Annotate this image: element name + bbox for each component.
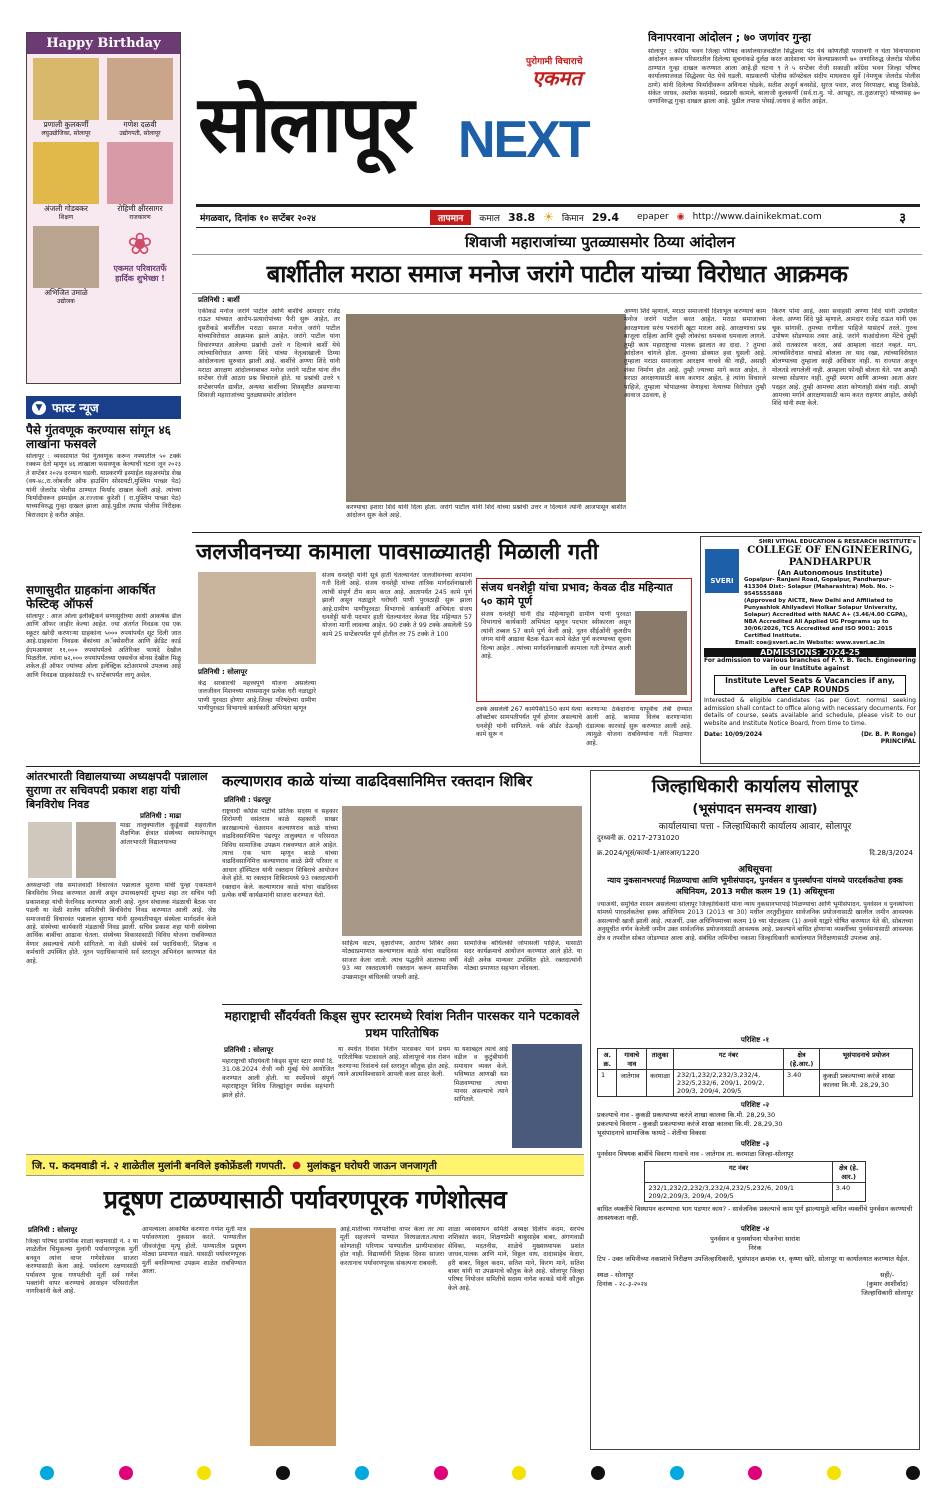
birthday-person: अभिजित उमाळे उद्योजक [33, 226, 99, 306]
person-photo [33, 58, 99, 120]
story1-dateline: प्रतिनिधी : बार्शी [198, 296, 240, 304]
birthday-wish: ❀ एकमत परिवारतर्फे हार्दिक शुभेच्छा ! [107, 226, 173, 306]
story1-col1: एकीकडे मनोज जरांगे पाटील आणि बार्शीचे आमदार राजेंद्र राऊत यांच्यात आरोप-प्रत्यारोपांच्या फैरी सुरू आहेत, तर दुसरीकडे बार्शीतील मराठा समाज मनोज जरांगे पाटील यांच्याविरोधात आक्रमक झाले आहेत. जरांगे पाटील यांना विचारण्यात आलेल्या प्रश्नांची उत्तरे न दिल्याने बार्शी येथे त्यांच्याविरोधात अण्णा शिंदे यांच्या नेतृत्वाखाली ठिय्या आंदोलनाला सुरुवात झाली आहे. बार्शीचे अण्णा शिंदे यांनी मराठा आरक्षण आंदोलनाबाबत मनोज जरांगे पाटील यांना तीन सप्टेंबर रोजी आठरा प्रश्न विचारले होते. या प्रश्नांची उत्तरे ९ सप्टेंबरपर्यंत द्यावीत, अन्यथा बार्शीच्या शिवसृष्टीत असणाऱ्या शिवाजी महाराजांच्या पुतळ्यासमोर आंदोलन [198, 308, 340, 400]
person-photo [33, 142, 99, 204]
date-bar: मंगळवार, दिनांक १० सप्टेंबर २०२४ तापमान कमाल 38.8 ☀ किमान 29.4 epaper ◉ http://www.dainikekmat.com ३ [196, 204, 920, 228]
story1-photo [346, 314, 626, 502]
story6-col3: आहे.मातीच्या गणपतीचा वापर केला तर त्या मूर्ती सहजपणे पाण्यात विरघळतात.त्याचा कोणताही परिणाम पाण्यातील प्राणीमात्रांवर होत नाही. विद्यार्थ्यांनी शिक्षक दिवस साजरा करतानाच पर्यावरणपूरक संकल्पना राबवली. [340, 1226, 444, 1267]
story3-intro: माढा तालुक्यातील कुर्डूवाडी शहरातील शैक्षणिक क्षेत्रात संस्थेच्या स्थापनेपासून आंतरभारती विद्यालयाच्या [120, 822, 216, 846]
story5-photo [512, 1044, 582, 1148]
story5-headline: महाराष्ट्राची सौंदर्यवती किड्स सुपर स्टारमध्ये रिवांश नितीन पारसकर याने पटकावले प्रथम पारितोषिक [224, 1009, 580, 1040]
story1-caption: करण्याचा इशारा शिंदे यांनी दिला होता. जरांगे पाटील यांनी शिंदे यांच्या प्रश्नांची उत्तर न दिल्याने त्यांनी आजपासून बार्शीत आंदोलन सुरू केले आहे. [346, 504, 626, 520]
story4-col1: राष्ट्रवादी कॉंग्रेस पार्टीचे प्रांतिक सदस्य व सहकार शिरोमणी वसंतराव काळे सहकारी साखर कारखान्याचे चेअरमन कल्याणराव काळे यांच्या वाढदिवसानिमित्त पंढरपूर तालुक्यात व परिसरात विविध सामाजिक उपक्रम राबवण्यात आले आहेत. त्याच एक भाग म्हणून काळे यांच्या वाढदिवसानिमित्त कल्याणराव काळे प्रेमी परिवार व आधार हॉस्पिटल यांनी रक्तदान शिबिराचे आयोजन केले होते. या रक्तदान शिबिरामध्ये 93 रक्तदात्यांनी रक्तदान केले. कल्याणराव काळे यांचा वाढदिवस प्रत्येक वर्षी कार्यक्रमांनी साजरा करण्यात येतो. [222, 808, 338, 900]
story1-col3: अण्णा शिंदे म्हणाले, मराठा समाजाची दिशाभूल करण्याचे काम मनोज जरांगे पाटील करत आहेत. मराठा समाजाच्या आरक्षणाला सरंच पचरांनी खूटा मारला आहे. आरक्षणाचा प्रश्न बाजूला राहिला आणि तुम्ही लोकांचा धमकवा धमवाला लागले. तुम्ही काय महाराष्ट्राचा मालक झालात का दादा. ? तुमचा आंदोलन चांगले होता. तुमच्या डोक्यात हवा घुसली आहे. तुम्हाला मराठा समाजाला आरक्षण नाचवे की नाही, असाही शंका निर्माण होत आहे. तुम्ही ज्याच्या मागे करत आहेत, ते मराठा आरक्षणासाठी काय करणार आहेत, हे त्यांना विचारले पाहिजे, तुम्हाला भोपाळच्या वेणाहचा नेत्याच्या विरोधात तुम्ही आवाज उठवला, हे [624, 308, 766, 400]
sveri-logo: SVERI [705, 549, 739, 593]
story2-col1: केंद्र सरकारची महत्त्वपूर्ण योजना असलेल्या जलजीवन मिशनच्या माध्यमातून प्रत्येक घरी नळाद्वारे पाणी पुरवठा होणार आहे.जिल्हा परिषदेच्या ग्रामीण पाणीपुरवठा विभागाचे कार्यकारी अभियंता म्हणून [198, 680, 316, 713]
story6-col1: जिल्हा परिषद प्राथमिक शाळा कदमवाडी नं. २ या शाळेतील चिमुकल्या मुलांनी पर्यावरणपूरक मुर्ती बनवून त्यांना वापर गणेशोत्सव साजरा करण्यासाठी केला आहे. पर्यावरण रक्षणासाठी पर्यावरण पूरक गणपतीची मूर्ती सर्व गणेश भक्तांनी वापर करण्याचे आवाहन परिसरांतील नागरिकांनी केले आहे. [26, 1238, 138, 1296]
official-photo [635, 611, 687, 695]
person-photo [107, 58, 173, 120]
lokmat-logo: एकमत [532, 66, 582, 90]
story1-col4: किरण पोमा आहे, असा सवाहसी अण्णा शिंदे यांनी उपस्थित केला. अण्णा शिंदे पुढे म्हणाले, आमदार राजेंद्र राऊत यांनी एक चूक सांगावी. तुमच्या राणीला पाहिजे यासंदर्भ तरले. गुरुच उपोषण सोडण्यास तयार आहे. जरांगे याआंदोलना मेंटेचे तुम्ही असे रातकारण करता, असं आम्हाला वाटतं नव्हतं. मग, त्यांच्यविरोधात याचाडे बोलला तर याद रखा, त्यांच्याविरोधात बोलण्याच्या तुम्हाला काही अधिकार नाही. या राज्यात अजून मोलतडे लागलेली नाही. आम्हाला फोनही बोलता येते. पण आम्ही सरच्चा सोडणार नाही. तुम्ही स्मरण आणि आम्च्या आता अंतर पदहत आहे. तुम्ही आमच्या आता कोणताही संबंध नाही. आम्ही आमच्या मर्गाने आरक्षणासाठी काम करत राहणार आहोत, असेही शिंदे यांनी स्पष्ट केले. [772, 308, 917, 408]
notice-table-2: गट नंबर क्षेत्र (हे. आर.) 232/1,232/2,232/3,232/4,232/5,232/6, 209/1 209/2,209/3, 209/4, 209/5 3.40 [644, 1161, 865, 1202]
story2-col4: करणाऱ्या ठेकेदारांना यापूर्वीच तंबी देण्यात आली आहे. कामास विलंब करणाऱ्यांना दंडात्मक कारवाई सुरू करण्यात आली आहे. त्यामुळे योजना राबविण्यांना गती मिळणार आहे. [586, 706, 692, 747]
story3-photo2 [76, 822, 116, 878]
story5-col2: या स्पर्धेत रिवांश नितीन पारसकर याने प्रथम पारितोषिक पटकावले आहे. सोलापूरचे नाव रोशन करणाऱ्या रिवांशचे सर्व स्तरातून कौतुक होत आहे. त्याने आत्मविश्वासाने आपली कला सादर केली. [338, 1046, 450, 1079]
story4-dateline: प्रतिनिधी : पंढरपूर [224, 796, 271, 804]
birthday-box [26, 32, 181, 384]
divider [192, 532, 922, 533]
collector-notice: जिल्हाधिकारी कार्यालय सोलापूर (भूसंपादन समन्वय शाखा) कार्यालयाचा पत्ता - जिल्हाधिकारी कार्यालय आवार, सोलापूर दुरध्वनी क्र. 0217-2731020 क्र.2024/भूसं/कार्या-1/आरआर/1220 दि.28/3/2024 अधिसूचना न्याय नुकसानभरपाई मिळण्याचा आणि भूमीसंपादन, पुनर्वसन व पुनर्स्थापना यांमध्ये पारदर्शकतेचा हक्क अधिनियम, 2013 मधील कलम 19 (1) अधिसूचना ज्याअर्थी, समुचित शासन असलेल्या सोलापूर जिल्हाधिकारी यांना न्याय नुकसानभरपाई मिळण्याचा आणि भूमीसंपादन, पुनर्वसन व पुनर्स्थापना यांमध्ये पारदर्शकतेचा हक्क अधिनियम 2013 (2013 चा 30) मधील तरतुदीनुसार सार्वजनिक प्रयोजनासाठी खालील जमीन आवश्यक असल्याची खात्री झाली आहे. त्याअर्थी, उक्त अधिनियमाच्या कलम 19 च्या पोटकलम (1) अन्वये याद्वारे घोषित करण्यात येते की, सोबतच्या अनुसूचीत वर्णन केलेली जमीन उक्त सार्वजनिक प्रयोजनासाठी आवश्यक आहे. प्रकल्पाने बाधित होणाऱ्या व्यक्तींच्या पुनर्वसनासाठी आवश्यक क्षेत्र व तपशील सोबत जोडण्यात आला आहे. संबंधित जमिनीचा नकाशा जिल्हाधिकारी कार्यालयात निरीक्षणासाठी उपलब्ध आहे. परिशिष्ट -१ अ. क्र. गावाचे नाव तालुका गट नंबर क्षेत्र (हे.आर.) भूसंपादनाचे प्रयोजन 1 जातेगाव करमाळा 232/1,232/2,232/3,232/4, 232/5,232/6, 209/1, 209/2, 209/3, 209/4, 209/5 3.40 कुकडी प्रकल्पाच्या करंजे शाखा कालवा कि.मी. 28,29,30 परिशिष्ट -२ प्रकल्पाचे नाव - कुकडी प्रकल्पाच्या करंजे शाखा कालवा कि.मी. 28,29,30 प्रकल्पाचे विवरण - कुकडी प्रकल्पाच्या करंजे शाखा कालवा कि.मी. 28,29,30 भूसंपादनाचे सामाजिक फायदे - शेतीचा विकास परिशिष्ट -३ पुनर्वसन विषयक बाबींचे विवरण गावाचे नाव - जातेगाव ता. करमाळा जिल्हा-सोलापूर गट नंबर क्षेत्र (हे. आर.) 232/1,232/2,232/3,232/4,232/5,232/6, 209/1 209/2,209/3, 209/4, 209/5 3.40 बाधित व्यक्तींचे विस्थापन करण्याचा भाग पडणार काय? - सार्वजनिक प्रकल्पाचे काम पूर्ण झाल्यामुळे बाधित व्यक्तींचे पुनर्वसन करण्याची आवश्यकता नाही. परिशिष्ट -४ पुनर्वसन व पुनर्स्थापना योजनेचा सारांश निरंक टिप - उक्त जमिनीच्या नकाशाचे निरीक्षण उपजिल्हाधिकारी, भूसंपादन क्रमांक ११, कृष्णा खोरे, सोलापूर या कार्यालयात करण्यात येईल. स्थळ - सोलापूर दिनांक - २८-३-२०२४ सही/- (कुमार आशीर्वाद) जिल्हाधिकारी सोलापूर [590, 770, 920, 1450]
story3-headline: आंतरभारती विद्यालयाच्या अध्यक्षपदी पन्नालाल सुराणा तर सचिवपदी प्रकाश शहा यांची बिनविरोध निवड [26, 770, 208, 811]
story1-headline: बार्शीतील मराठा समाज मनोज जरांगे पाटील यांच्या विरोधात आक्रमक [192, 254, 922, 294]
birthday-person: प्रणाली कुलकर्णी लघुउद्योजिका, सोलापूर [33, 58, 99, 138]
next-logo: NEXT [458, 111, 589, 169]
story5-col3: या यशाबद्दल त्याचे आई वडील व कुटुंबीयांनी समाधान व्यक्त केले. भविष्यात आणखी यश मिळवण्याचा त्याचा मानस असल्याचे त्याने सांगितले. [454, 1046, 508, 1104]
story5-col1: महाराष्ट्राची सौंदर्यवती किड्स सुपर स्टार स्पर्धा दि. 31.08.2024 रोजी नवी मुंबई येथे आयोजित करण्यात आली होती. या स्पर्धेमध्ये संपूर्ण महाराष्ट्रातून विविध जिल्ह्यांतून स्पर्धक सहभागी झाले होते. [222, 1058, 334, 1099]
story2-subhead: संजय धनशेट्टी यांचा प्रभाव; केवळ दीड महिन्यात ५० कामे पूर्ण [481, 581, 673, 608]
story1-kicker: शिवाजी महाराजांच्या पुतळ्यासमोर ठिय्या आंदोलन [464, 233, 735, 251]
story4-col2: साहित्य वाटप, वृक्षारोपण, आरोग्य शिबिर असा मोठ्याप्रमाणात कल्याणराव काळे यांचा वाढदिवस साजरा केला जातो. त्याच पद्धतीने आताच्या वर्षी 93 व्या रक्तदात्यांनी रक्तदान करून सामाजिक उपक्रमातून बांधिलकी जपली आहे. [342, 940, 458, 981]
story3-body: अध्यक्षपदी जेष्ठ समाजवादी विचारवंत पन्नालाल सुराणा यांची पुन्हा एकमताने बिनविरोध निवड करण्यात आली असून उपाध्यक्षपदी शुभदा शहा तर सचिव पदी प्रकाशशहा यांची फेरनिवड करण्यात आली आहे. नूतन संचालक मंडळाची बैठक पार पडली या वेळी शालेय समितीची बिनविरोध निवड करण्यात आली आहे. जेष्ठ समाजवादी विचारवंत पन्नालाल सुराणा यांनी सुरुवातीपासून संस्थेला मार्गदर्शन केले आहे. संस्थेच्या कार्यकारी मंडळाची निवड झाली. सचिव प्रकाश शहा यांनी संस्थेच्या आर्थिक बाबींचा आढावा घेतला. संस्थेच्या विकासासाठी विविध योजना राबविण्यात येणार असल्याचे त्यांनी सांगितले. या वेळी संस्थेचे सर्व पदाधिकारी, शिक्षक व कर्मचारी उपस्थित होते. नूतन पदाधिकाऱ्यांचे सर्व स्तरातून अभिनंदन करण्यात येत आहे. [26, 882, 216, 965]
birthday-person: गणेश दळवी उद्योगपती, सोलापूर [107, 58, 173, 138]
right-top-story: विनापरवाना आंदोलन ; ७० जणांवर गुन्हा सोलापूर : कॉग्रेस भवन जिल्हा परिषद कार्यालयाजवळील सिद्धेश्वर पेठ येथे कोणतीही परवानगी न घेता विनापरवाना आंदोलन करून परिसरातील दिलेल्या सूचनांकडे दुर्लक्ष करत आदेशाचा भंग केल्याप्रकरणी ७० जणांविरुद्ध जेलरोड पोलीस ठाण्यात गुन्हा दाखल करण्यात आला आहे.ही घटना ९ ते ५ सप्टेंबर रोजी सकाळी कॉग्रेस भवन जिल्हा परिषद कार्यालयाजवळ सिद्धेश्वर पेठ येथे घडली. याप्रकरणी पोलीस कॉन्स्टेबल संदीप माधवराव सुर्वे (नेमणूक जेलरोड पोलीस ठाणे) यांनी दिलेल्या फिर्यादीवरून अविनाश घोडके, सतीश अजुर्न बनसोडे, सुरज पवार, शरद विरपाक्षर, बाळू ठिकोळे, संकेत जाधव, अशोक कदमसे, स्वप्नाली कामले, बालाजी कुलकर्णी (सर्व.रा.मु. पो. आपडूर, ता.तुळजापूर) यांच्यासह ७० जणांविरुद्ध गुन्हा दाखल झाला आहे. पुढील तपास पोसई.जाधव हे करीत आहेत. [648, 31, 920, 106]
flower-icon: ❀ [127, 227, 153, 262]
story4-photo [342, 806, 582, 936]
college-ad: SHRI VITHAL EDUCATION & RESEARCH INSTITUTE's SVERI COLLEGE OF ENGINEERING, PANDHARPUR (An Autonomous Institute) Gopalpur- Ranjani Road, Gopalpur, Pandharpur- 413304 Dist:- Solapur (Maharashtra) Mob. No. :- 9545555888 (Approved by AICTE, New Delhi and Affiliated to Punyashlok Ahilyadevi Holkar Solapur University, Solapur) Accredited with NAAC A+ (3.46/4.00 CGPA), NBA Accredited All Applied UG Programs up to 30/06/2026, TCS Accredited and ISO 9001: 2015 Certified Institute. Email: coe@sveri.ac.in Website: www.sveri.ac.in ADMISSIONS: 2024-25 For admission to various branches of F. Y. B. Tech. Engineering in our Institute against Institute Level Seats & Vacancies if any, after CAP ROUNDS Interested & eligible candidates (as per Govt. norms) seeking admission shall contact to office along with necessary documents. For details of course, seats available and schedule, please visit to our website and Institute Notice Board, from time to time. Date: 10/09/2024 (Dr. B. P. Ronge) PRINCIPAL [700, 536, 920, 764]
story6-col4: शाळा व्यवस्थापन समिती अध्यक्ष दिलीप कदम, सरपंच शशिकांत कदम, शिक्षणप्रेमी बाबुसाहेब बाबर, अंगणवाडी सेविका, मदतनीस, शाळेचे मुख्याध्यापक प्रशांत जाधव,पालक आणि माने, विठ्ठल वाघ, दादासाहेब केदार, हरी बाबर, विठ्ठल कदम, सतिश माने, किरण माने, सतिश बाबर यांनी या उपक्रमाचे कौतुक केले आहे. सोलापूर जिल्हा परिषद नियोजन समितीचे सदस्य नागेश काकडे यांनी कौतुक केले आहे. [448, 1226, 584, 1292]
admissions-banner: ADMISSIONS: 2024-25 [704, 648, 916, 657]
story2-dateline: प्रतिनिधी : सोलापूर [198, 668, 248, 676]
story6-headline: प्रदूषण टाळण्यासाठी पर्यावरणपूरक गणेशोत्सव [103, 1185, 507, 1214]
story6-dateline: प्रतिनिधी : सोलापूर [28, 1226, 78, 1234]
story3-dateline: प्रतिनिधी : माढा [140, 812, 182, 820]
birthday-person: अंजली गोडबकर शिक्षण [33, 142, 99, 222]
fast-news: ▼ फास्ट न्यूज पैसे गुंतवणूक करण्यास सांगून ४६ लाखांना फसवले सोलापूर : व्यवसायात पैसे गुंतवणूक करून नफ्यातील ५० टक्के रक्कम देतो म्हणून ४६ लाखाला फसवणूक केल्याची घटना जून २०२३ ते सप्टेंबर २०२४ दरम्यान घडली. याप्रकरणी इस्माईल सहअनमोड शेख (वय-४८,रा.जोबजीर ऑफ हाउसिंग सोसायटी,मुस्लिम पाच्छा पेठ) यांनी जेलरोड पोलीस ठाण्यात फिर्याद दाखल केली आहे. त्यांच्या फिर्यादीवरून इस्माईल अ.रज्जाक कुरेशी ( रा.मुस्लिम पाच्छा पेठ) याच्याविरुद्ध गुन्हा दाखल झाला आहे.पुढील तपास पोलीस निरीक्षक बिराजदार हे करीत आहेत. सणासुदीत ग्राहकांना आकर्षित फेस्टिव्ह ऑफर्स सोलापूर : आज ओला इलेक्ट्रिकने सणासुदीच्या आधी आकर्षक डील आणि ऑफर जाहीर केल्या आहेत. ज्या अंतर्गत निवडक एस एक स्कूटर खरेदी करणाऱ्या ग्राहकांना ५००० रुपयांपर्यंत सूट दिली जात आहे.ग्राहकांना निवडक बँकांच्या अॅक्सेसरीज आणि क्रेडिट कार्ड ईएमआयवर ११,००० रुपयांपर्यंतचे अतिरिक्त फायदे देखील मिळतील. त्यांना ७२,००० रुपयांपर्यंतच्या एक्सचेंज बोनस देखील मिळू शकेल.ही ऑफर ज्यांच्या ओला इलेक्ट्रिक स्टोअरमध्ये उपलब्ध आहे आणि निवडक ग्राहकांसाठी १५ सप्टेंबरपर्यंत लागू असेल. [26, 396, 181, 756]
weather-label: तापमान [430, 210, 471, 225]
divider [26, 766, 920, 767]
story2-col3: टक्के असलेली 267 कामेपैकी150 कामे येत्या ऑक्टोबर सामपतीपर्यंत पूर्ण होणार असल्याचे धनशेट्टी यांनी सांगितले. वर्क ऑर्डर देऊनही कामे सुरू न [476, 706, 582, 739]
page-number: ३ [899, 211, 906, 226]
seats-box: Institute Level Seats & Vacancies if any, after CAP ROUNDS [714, 675, 906, 695]
story3-photo1 [28, 822, 72, 878]
fast-news-title: ▼ फास्ट न्यूज [26, 396, 181, 419]
site-url[interactable]: http://www.dainikekmat.com [692, 212, 822, 222]
story2-headline: जलजीवनच्या कामाला पावसाळ्यातही मिळाली गती [196, 540, 599, 565]
sun-icon: ☀ [543, 210, 554, 224]
story2-col2: संजय धनशेट्टी यांनी सूत्रे हाती घेतल्यानंतर जलजीवनच्या कामांना गती दिली आहे. संजय धनशेट्टी यांच्या तांत्रिक मार्गदर्शनाखाली त्यांची संपूर्ण टीम काम करत आहे. आतापर्यंत 245 कामे पूर्ण झाली असून नळाद्वारे घरोघरी पाणी पुरवठाही सुरू झाला आहे.ग्रामीण पाणीपुरवठा विभागाचे कार्यकारी अभियंता संजय धनशेट्टी यांनी पदभार हाती घेतल्यानंतर केवळ दिड महिन्यात 57 योजना मार्गी लावल्या आहेत. 90 टक्के ते 99 टक्के असलेली 59 कामे 25 सप्टेंबरपर्यंत पूर्ण होतील तर 75 टक्के ते 100 [322, 572, 472, 638]
globe-icon: ◉ [676, 212, 685, 222]
person-photo [107, 142, 173, 204]
lokmat-tag: पुरोगामी विचाराचे [526, 57, 583, 67]
ticker: जि. प. कदमवाडी नं. २ शाळेतील मुलांनी बनविले इकोफ्रेंडली गणपती. ● मुलांकडून घरोघरी जाऊन जनजागृती [26, 1154, 584, 1176]
chevron-down-icon: ▼ [32, 401, 46, 415]
notice-table: अ. क्र. गावाचे नाव तालुका गट नंबर क्षेत्र (हे.आर.) भूसंपादनाचे प्रयोजन 1 जातेगाव करमाळा 232/1,232/2,232/3,232/4, 232/5,232/6, 209/1, 209/2, 209/3, 209/4, 209/5 3.40 कुकडी प्रकल्पाच्या करंजे शाखा कालवा कि.मी. 28,29,30 [597, 1048, 913, 1097]
color-registration-bar [40, 1466, 920, 1480]
birthday-title: Happy Birthday [27, 33, 180, 54]
ganesha-photo [250, 1228, 336, 1446]
story2-photo [198, 572, 316, 664]
divider [222, 1004, 582, 1005]
masthead-title: सोलापूर [198, 79, 413, 170]
story6-col2: आपल्याला आकर्षित करणारा गणेश मूर्ती मात्र पर्यावरणाला नुकसान करते. पाण्यातील जीवजंतूंचा मृत्यू होतो. पाण्यातील प्रदूषण मोठ्या प्रमाणात वाढते. यासाठी पर्यावरणपूरक मुर्ती बनविण्याचा उपक्रम शाळेत राबविण्यात आला. [142, 1226, 246, 1276]
date-text: मंगळवार, दिनांक १० सप्टेंबर २०२४ [200, 213, 316, 224]
birthday-person: रोहिणी क्षीरसागर राजकारण [107, 142, 173, 222]
masthead [196, 40, 636, 200]
bullet-icon: ● [292, 1159, 301, 1171]
story5-dateline: प्रतिनिधी : सोलापूर [224, 1046, 274, 1054]
story4-col3: सामाजिक बांधिलकी जोपासली पाहिजे, यासाठी सदर कार्यक्रमाचे आयोजन करण्यात आले होते. या वेळी अनेक मान्यवर उपस्थित होते. रक्तदात्यांनी मोठ्या प्रमाणात सहभाग नोंदवला. [464, 940, 582, 973]
story4-headline: कल्याणराव काळे यांच्या वाढदिवसानिमित्त रक्तदान शिबिर [222, 772, 533, 790]
story2-inset: संजय धनशेट्टी यांचा प्रभाव; केवळ दीड महिन्यात ५० कामे पूर्ण संजय धनशेट्टी यांनी दीड महिन्यापूर्वी ग्रामीण पाणी पुरवठा विभागाचे कार्यकारी अभियंता म्हणून पदभार स्वीकारला असून त्यांनी तब्बल 57 कामे पूर्ण केली आहे. नूतन सीईओंनी कुलदीप जंगम यांनी आढावा बैठक घेऊन कामे वेळेत पूर्ण करण्याच्या सूचना दिल्या आहेत . त्यांच्या मार्गदर्शनाखाली कामाला गती देण्यात आली आहे. [476, 578, 692, 702]
person-photo [33, 226, 99, 288]
